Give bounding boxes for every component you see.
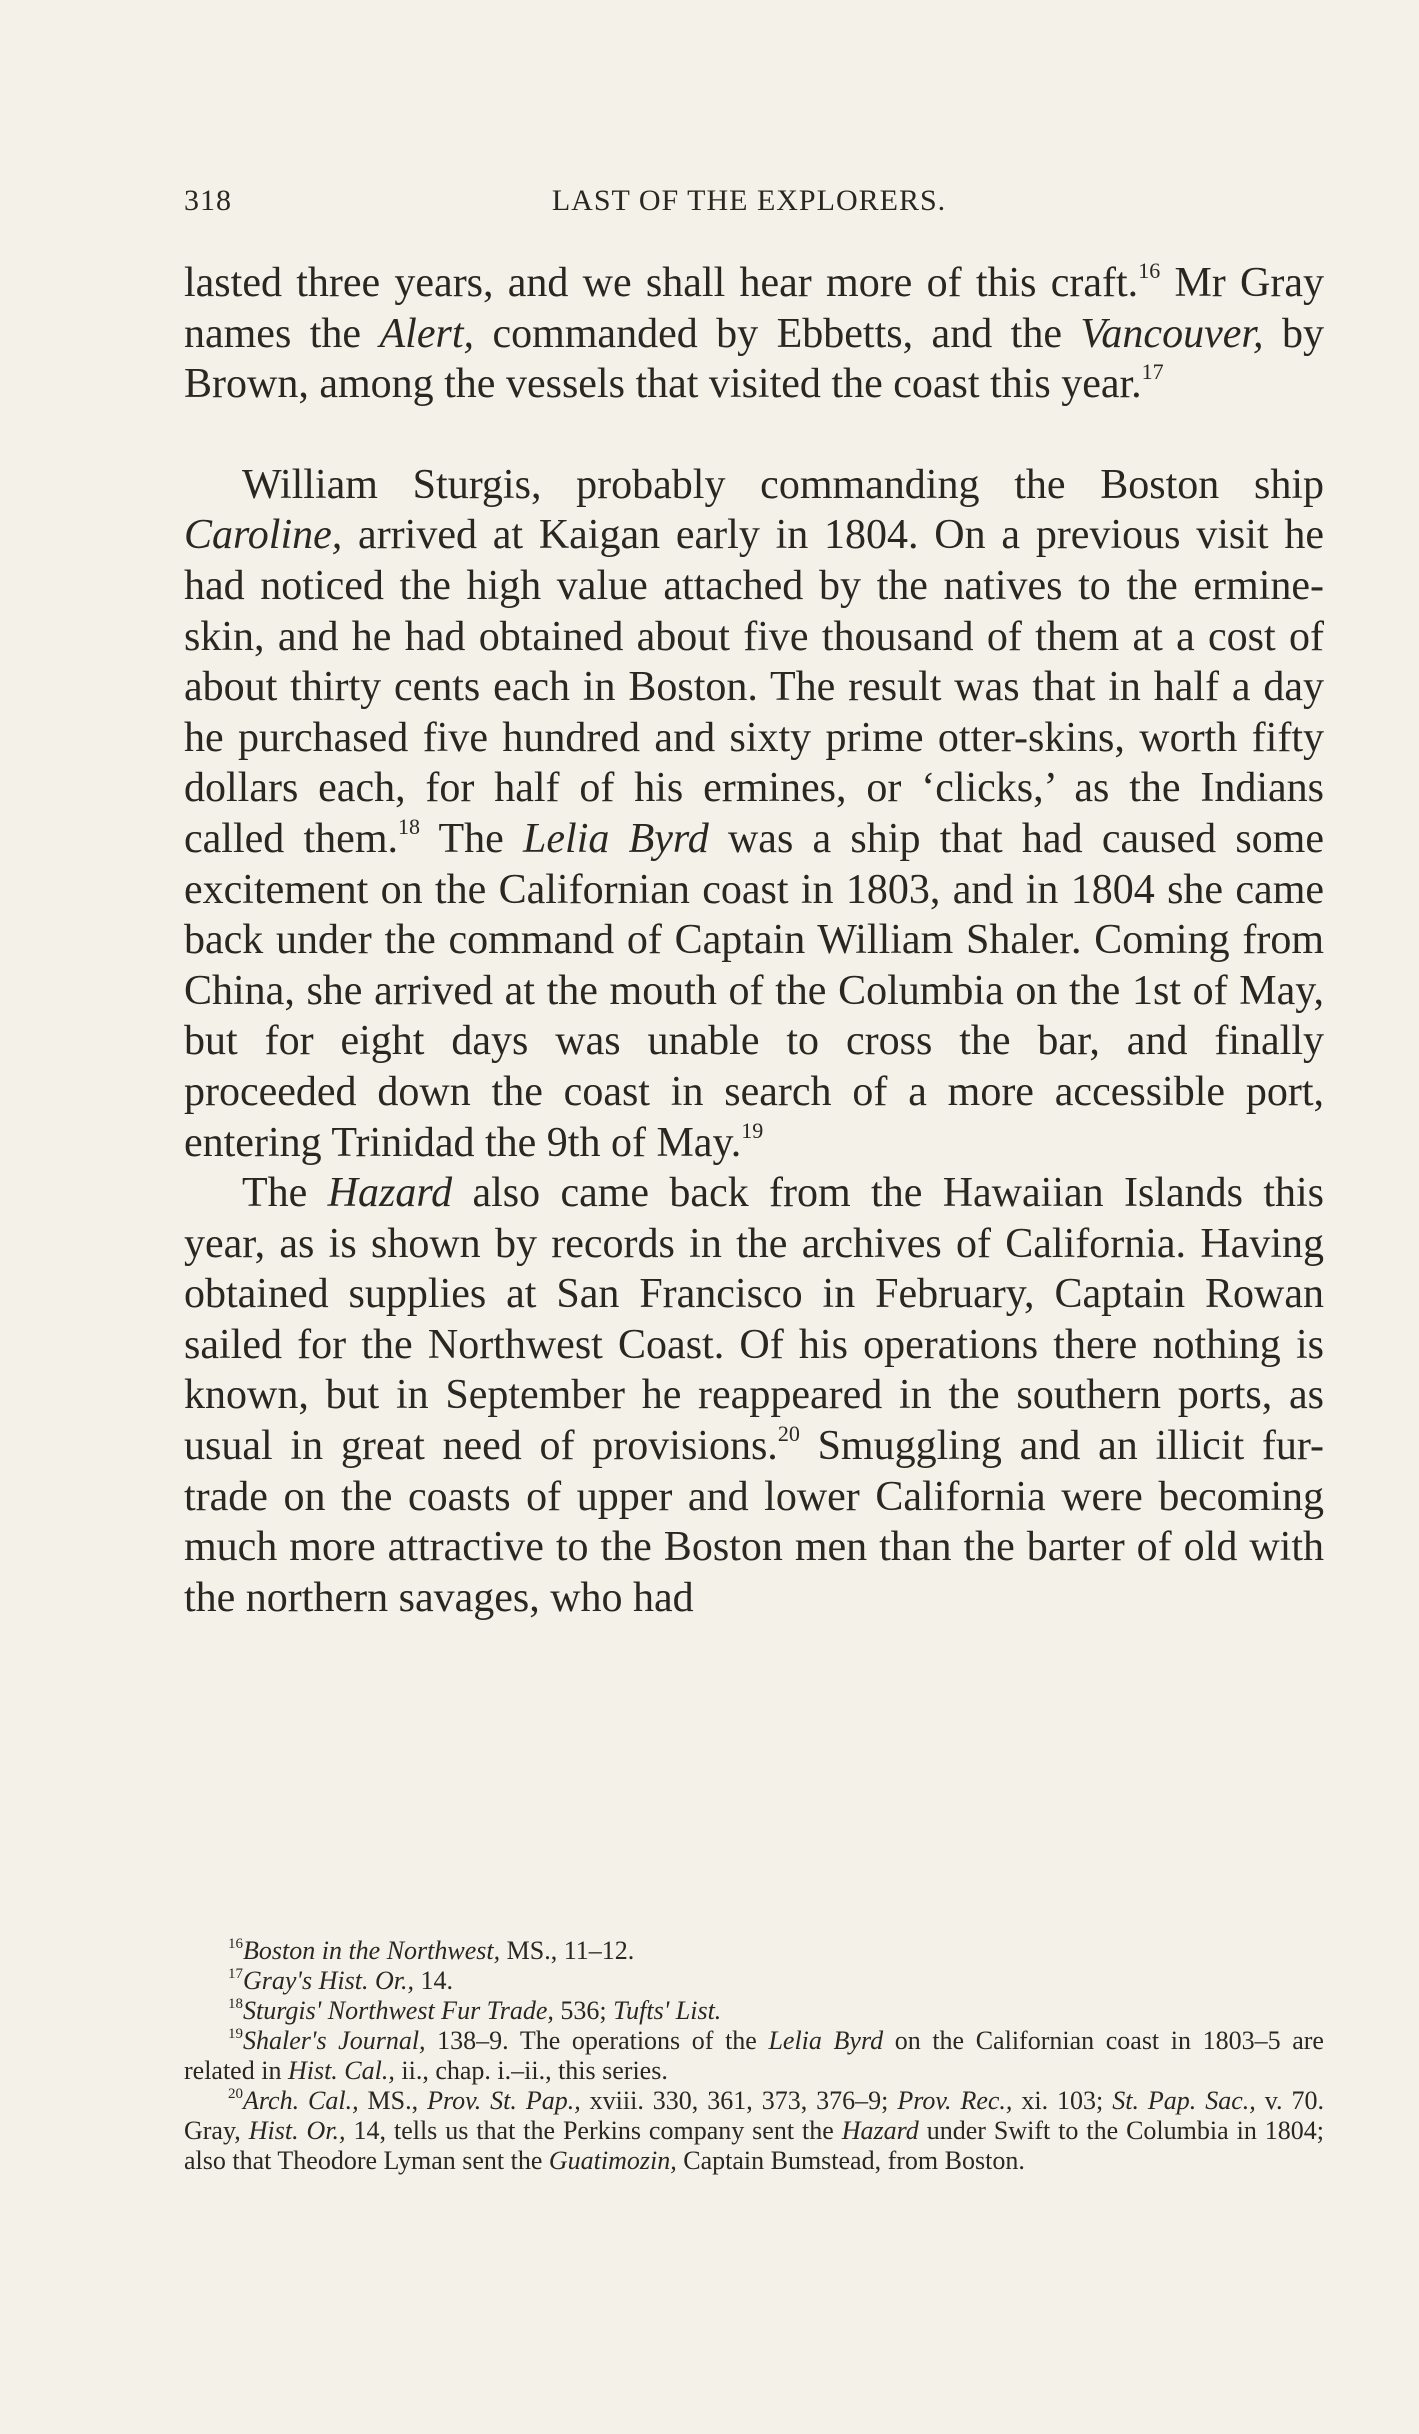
running-head bbox=[184, 184, 1314, 224]
ship-name-vancouver: Vancouver, bbox=[1080, 310, 1264, 357]
paragraph-1: lasted three years, and we shall hear more of this craft.$^{16}$ Mr Gray names the Alert, commanded by Ebbetts, and the Vancouver, by Brown, among the vessels that visited the coast this year.$^{17}$ bbox=[184, 258, 1324, 408]
footnote-18: $^{18}$Sturgis' Northwest Fur Trade, 536; Tufts' List. bbox=[228, 1996, 722, 2025]
footnote-17: $^{17}$Gray's Hist. Or., 14. bbox=[228, 1966, 453, 1995]
ship-name-hazard: Hazard bbox=[327, 1170, 453, 1217]
footnotes bbox=[184, 1936, 1324, 2176]
footnote-16: $^{16}$Boston in the Northwest, MS., 11–12. bbox=[228, 1936, 635, 1965]
paragraph-2: William Sturgis, probably commanding the Boston ship Caroline, arrived at Kaigan early in 1804. On a previous visit he had noticed the high value attached by the natives to the ermine-skin, and he had obtained about five thousand of them at a cost of about thirty cents each in Boston. The result was that in half a day he purchased five hundred and sixty prime otter-skins, worth fifty dollars each, for half of his ermines, or ‘clicks,’ as the Indians called them.$^{18}$ The Lelia Byrd was a ship that had caused some excitement on the Californian coast in 1803, and in 1804 she came back under the command of Captain William Shaler. Coming from China, she arrived at the mouth of the Columbia on the 1st of May, but for eight days was unable to cross the bar, and finally proceeded down the coast in search of a more accessible port, entering Trinidad the 9th of May.$^{19}$ bbox=[184, 461, 1324, 1166]
ship-name-caroline: Caroline, bbox=[184, 512, 343, 559]
footnote-ref-16[interactable]: 16 bbox=[1138, 258, 1161, 283]
footnote-ref-17[interactable]: 17 bbox=[1141, 359, 1164, 385]
footnote-ref-18[interactable]: 18 bbox=[398, 813, 420, 839]
paragraph-3: The Hazard also came back from the Hawaiian Islands this year, as is shown by records in the archives of California. Having obtained supplies at San Francisco in February, Captain Rowan sailed for the Northwest Coast. Of his operations there nothing is known, but in September he reappeared in the southern ports, as usual in great need of provisions.$^{20}$ Smuggling and an illicit fur-trade on the coasts of upper and lower California were becoming much more attractive to the Boston men than the barter of old with the northern savages, who had bbox=[184, 1170, 1325, 1621]
footnote-20: $^{20}$Arch. Cal., MS., Prov. St. Pap., xviii. 330, 361, 373, 376–9; Prov. Rec., xi. 103; St. Pap. Sac., v. 70. Gray, Hist. Or., 14, tells us that the Perkins company sent the Hazard under Swift to the Columbia in 1804; also that Theodore Lyman sent the Guatimozin, Captain Bumstead, from Boston. bbox=[184, 2086, 1324, 2175]
body-text bbox=[184, 258, 1324, 1623]
ship-name-alert: Alert, bbox=[379, 310, 474, 357]
page-number: 318 bbox=[184, 184, 232, 217]
footnote-19: $^{19}$Shaler's Journal, 138–9. The operations of the Lelia Byrd on the Californian coast in 1803–5 are related in Hist. Cal., ii., chap. i.–ii., this series. bbox=[184, 2026, 1324, 2085]
footnote-ref-20[interactable]: 20 bbox=[777, 1421, 800, 1447]
ship-name-lelia-byrd: Lelia Byrd bbox=[523, 815, 709, 862]
running-title: LAST OF THE EXPLORERS. bbox=[551, 184, 947, 217]
footnote-ref-19[interactable]: 19 bbox=[741, 1117, 764, 1143]
